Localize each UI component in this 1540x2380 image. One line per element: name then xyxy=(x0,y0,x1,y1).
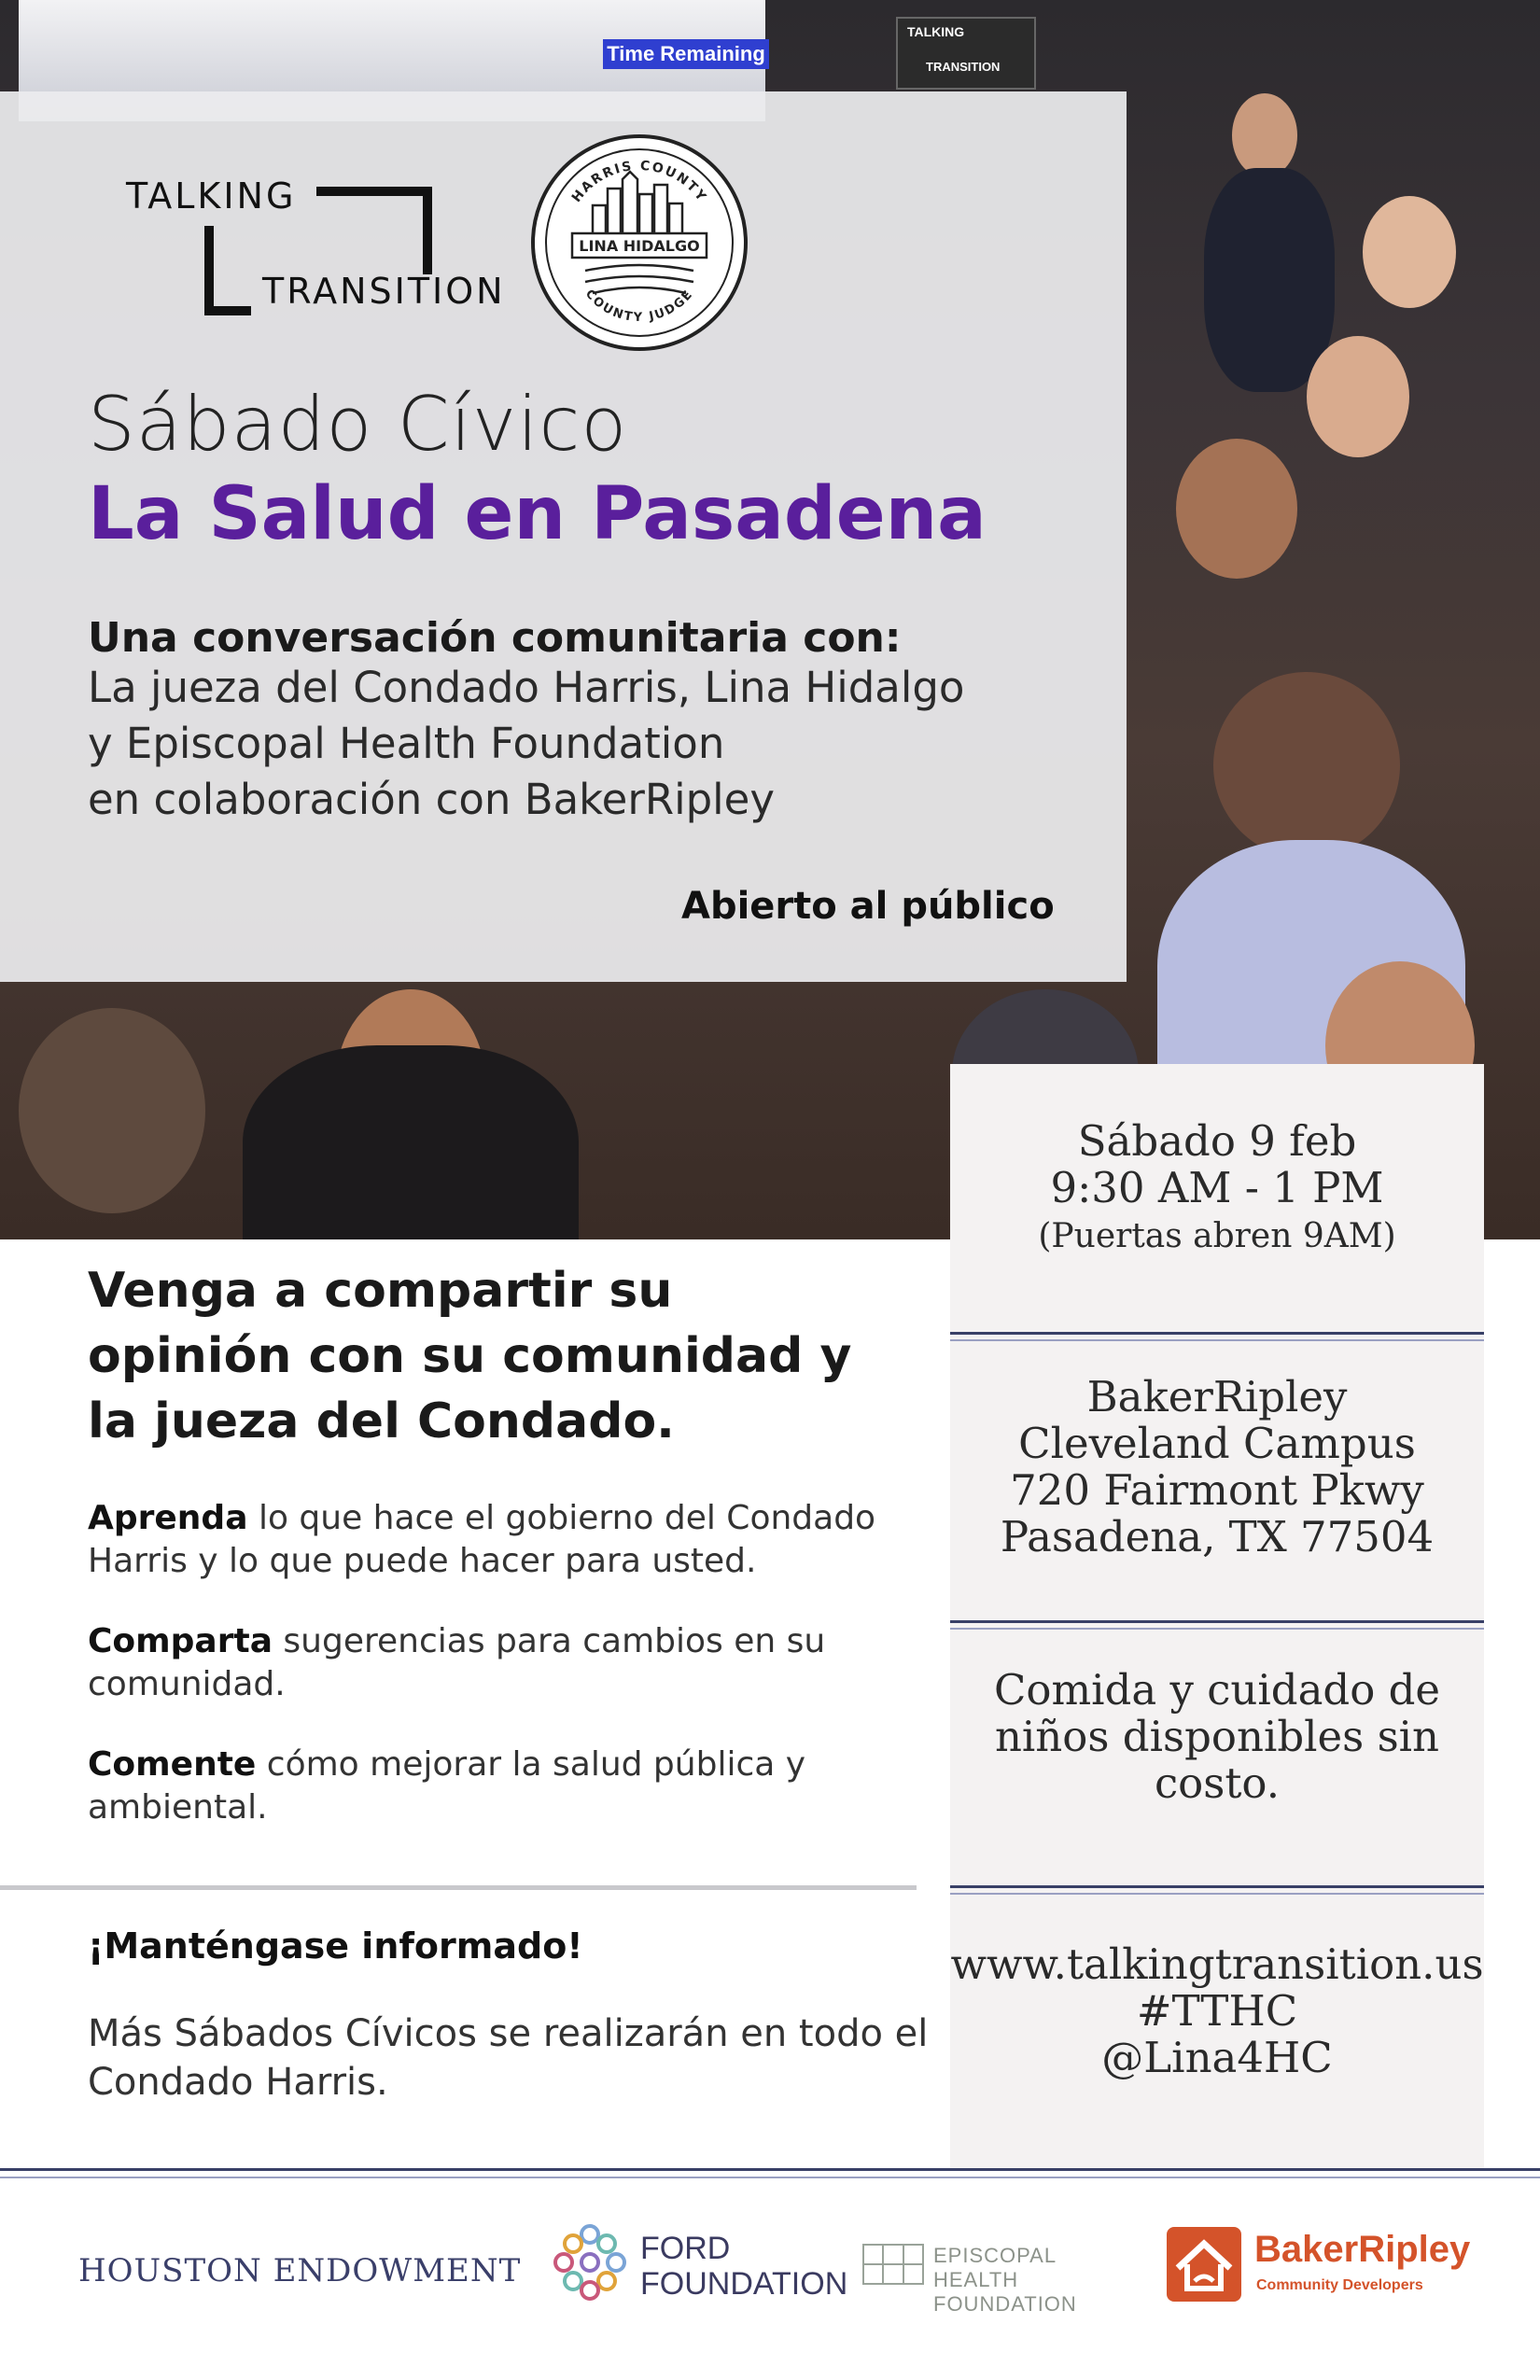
conversation-heading: Una conversación comunitaria con: xyxy=(88,614,902,662)
event-info-panel xyxy=(950,1064,1484,2170)
event-date: Sábado 9 feb xyxy=(1077,1116,1357,1166)
bakerripley-house-icon xyxy=(1167,2227,1241,2302)
venue-line: BakerRipley xyxy=(1086,1372,1348,1421)
amenities-line: Comida y cuidado de xyxy=(993,1665,1441,1715)
venue-block xyxy=(950,1374,1484,1561)
item-bold: Comparta xyxy=(88,1622,273,1660)
seal-top-text: HARRIS COUNTY xyxy=(568,158,710,205)
contact-block xyxy=(950,1941,1484,2081)
logo-bracket xyxy=(204,306,251,315)
county-judge-seal xyxy=(527,131,751,355)
amenities-line: costo. xyxy=(1154,1758,1281,1808)
share-paragraph xyxy=(88,1620,928,1706)
more-events-text: Más Sábados Cívicos se realizarán en todo el Condado Harris. xyxy=(88,2012,929,2104)
ford-line1: FORD xyxy=(640,2231,731,2266)
divider xyxy=(950,1885,1484,1895)
stage-sign-line1: TALKING xyxy=(907,24,965,39)
crowd-person xyxy=(1176,439,1297,579)
crowd-person xyxy=(1363,196,1456,308)
doors-open: (Puertas abren 9AM) xyxy=(1038,1217,1396,1255)
bakerripley-logo xyxy=(1167,2227,1484,2302)
divider xyxy=(950,1620,1484,1630)
ehf-grid-icon xyxy=(862,2244,924,2285)
bakerripley-tagline: Community Developers xyxy=(1256,2277,1423,2293)
crowd-person xyxy=(1307,336,1409,457)
bakerripley-name: BakerRipley xyxy=(1254,2229,1471,2270)
venue-line: Pasadena, TX 77504 xyxy=(1000,1512,1435,1561)
call-to-action-headline xyxy=(88,1258,928,1454)
conversation-line: La jueza del Condado Harris, Lina Hidalgo xyxy=(88,663,965,712)
item-text: cómo mejorar la salud pública y ambiental. xyxy=(88,1745,806,1827)
stage-sign-line2: TRANSITION xyxy=(926,60,1001,74)
conversation-line: y Episcopal Health Foundation xyxy=(88,719,725,768)
crowd-person xyxy=(19,1008,205,1213)
date-time-block xyxy=(950,1118,1484,1258)
logo-transition-text: TRANSITION xyxy=(262,271,506,312)
comment-paragraph xyxy=(88,1743,928,1829)
seal-name-text: LINA HIDALGO xyxy=(579,237,700,255)
ehf-line2: FOUNDATION xyxy=(933,2292,1077,2316)
page-subtitle: La Salud en Pasadena xyxy=(88,472,987,556)
crowd-person xyxy=(1213,672,1400,859)
headline-line: opinión con su comunidad y xyxy=(88,1328,852,1384)
ford-rings-icon xyxy=(551,2223,629,2302)
learn-paragraph xyxy=(88,1497,928,1583)
open-to-public-label: Abierto al público xyxy=(681,885,1055,928)
seal-bottom-text: COUNTY JUDGE xyxy=(581,287,697,326)
hashtag[interactable]: #TTHC xyxy=(1136,1986,1298,2036)
item-text: sugerencias para cambios en su comunidad. xyxy=(88,1622,826,1703)
amenities-block xyxy=(950,1667,1484,1807)
headline-line: la jueza del Condado. xyxy=(88,1393,675,1449)
page-title: Sábado Cívico xyxy=(88,381,628,468)
stay-informed-heading: ¡Manténgase informado! xyxy=(88,1925,583,1967)
crowd-person xyxy=(1204,168,1335,392)
time-remaining-badge: Time Remaining xyxy=(603,39,769,69)
logo-bracket xyxy=(423,187,432,274)
divider xyxy=(950,1332,1484,1341)
conversation-line: en colaboración con BakerRipley xyxy=(88,775,775,824)
item-bold: Comente xyxy=(88,1745,257,1784)
ford-line2: FOUNDATION xyxy=(640,2266,848,2302)
headline-line: Venga a compartir su xyxy=(88,1263,673,1319)
ford-foundation-logo xyxy=(551,2223,848,2307)
crowd-person xyxy=(1232,93,1297,177)
logo-talking-text: TALKING xyxy=(126,175,297,217)
website-link[interactable]: www.talkingtransition.us xyxy=(950,1939,1484,1989)
item-text: lo que hace el gobierno del Condado Harris y lo que puede hacer para usted. xyxy=(88,1499,876,1580)
event-time: 9:30 AM - 1 PM xyxy=(1050,1163,1384,1212)
crowd-person xyxy=(243,1045,579,1239)
stage-sign xyxy=(896,17,1036,90)
logo-bracket xyxy=(316,187,432,196)
divider xyxy=(0,1885,917,1890)
venue-line: Cleveland Campus xyxy=(1018,1419,1416,1468)
social-handle[interactable]: @Lina4HC xyxy=(1101,2033,1333,2082)
item-bold: Aprenda xyxy=(88,1499,248,1537)
title-panel xyxy=(0,91,1127,982)
ehf-line1: EPISCOPAL HEALTH xyxy=(933,2244,1057,2291)
amenities-line: niños disponibles sin xyxy=(994,1712,1440,1761)
talking-transition-logo xyxy=(126,175,509,315)
venue-line: 720 Fairmont Pkwy xyxy=(1010,1465,1424,1515)
footer-divider xyxy=(0,2168,1540,2178)
episcopal-health-foundation-logo xyxy=(862,2244,1142,2316)
houston-endowment-logo: HOUSTON ENDOWMENT xyxy=(78,2252,522,2289)
logo-bracket xyxy=(204,226,214,315)
